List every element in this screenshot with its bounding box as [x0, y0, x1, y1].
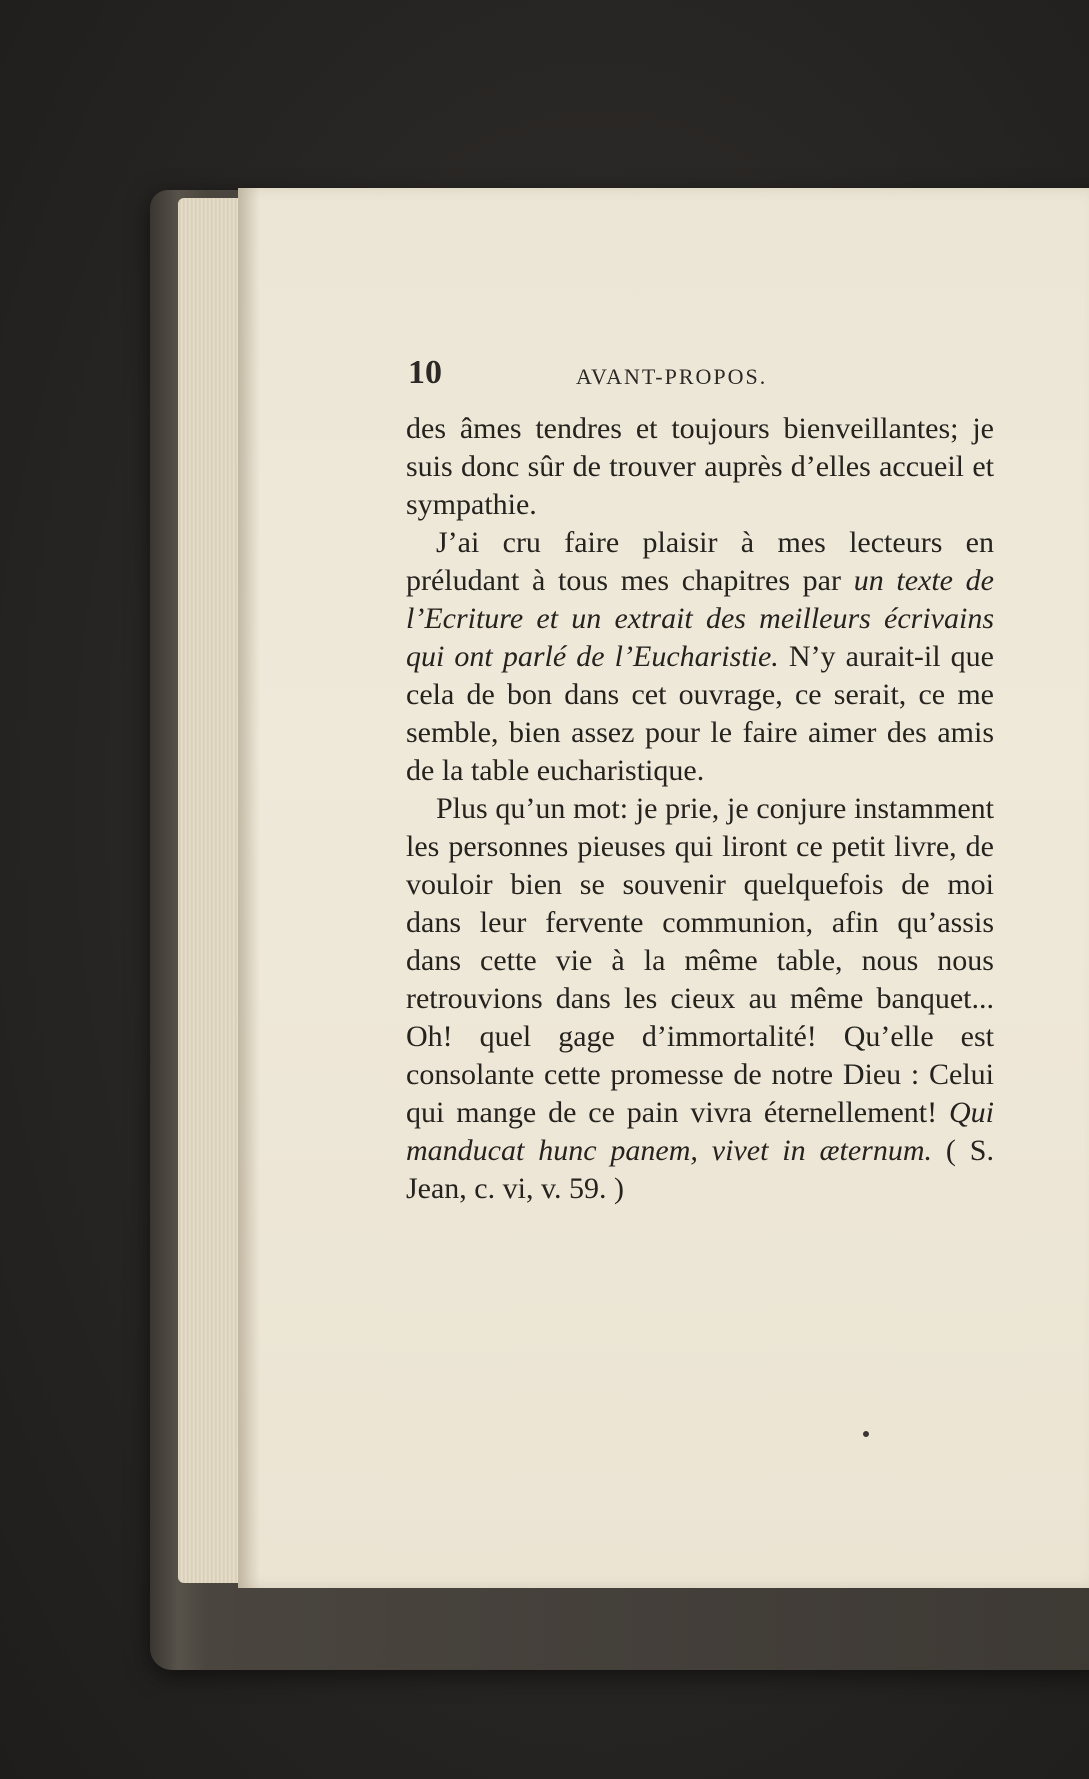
paragraph-3	[406, 790, 994, 1208]
latin-quote: Qui manducat hunc panem, vivet in æternum.	[406, 1096, 994, 1167]
paragraph-2-end: N’y aurait-il que cela de bon dans cet ouvrage, ce serait, ce me semble, bien assez pour le faire aimer des amis de la table eucharistique.	[406, 640, 995, 787]
running-head: AVANT-PROPOS.	[576, 364, 768, 389]
book-page	[238, 188, 1089, 1588]
gutter-shadow	[238, 188, 260, 1588]
paragraph-3-text: Plus qu’un mot: je prie, je conjure instamment les personnes pieuses qui liront ce petit livre, de vouloir bien se souvenir quelquefois de moi dans leur fervente communion, afin qu’assis dans cette vie à la même table, nous nous retrouvions dans les cieux au même banquet... Oh! quel gage d’immortalité! Qu’elle est consolante cette promesse de notre Dieu : Celui qui mange de ce pain vivra éternellement!	[406, 792, 994, 1129]
paragraph-2-start: J’ai cru faire plaisir à mes lecteurs en préludant à tous mes chapitres par	[406, 526, 994, 597]
ornament-dot	[863, 1431, 869, 1437]
page-number: 10	[408, 354, 442, 391]
body-text	[406, 410, 994, 1208]
paragraph-2-italic: un texte de l’Ecriture et un extrait des meilleurs écrivains qui ont parlé de l’Eucharistie.	[406, 564, 995, 673]
citation: ( S. Jean, c. vi, v. 59. )	[406, 1134, 994, 1205]
paragraph-1: des âmes tendres et toujours bienveillantes; je suis donc sûr de trouver auprès d’elles accueil et sympathie.	[406, 412, 994, 521]
paragraph-2	[406, 524, 994, 790]
